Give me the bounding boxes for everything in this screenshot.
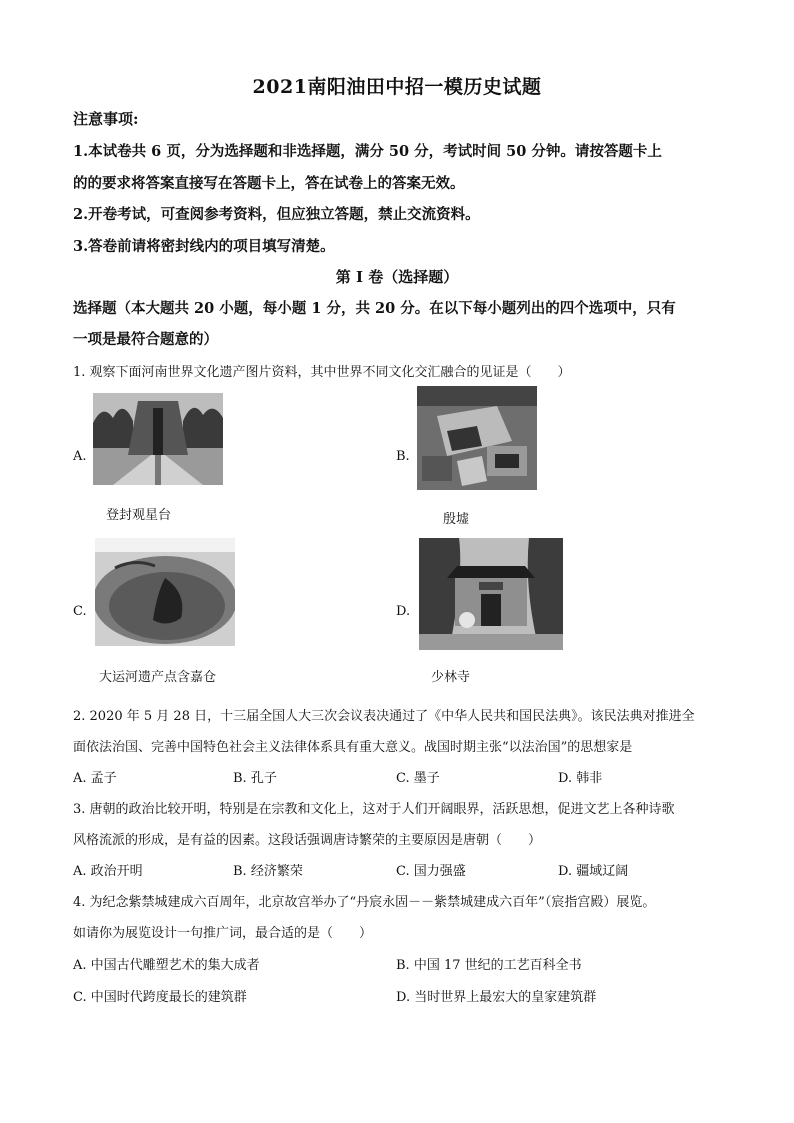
- question-4-option-d: D. 当时世界上最宏大的皇家建筑群: [396, 990, 597, 1005]
- section-instructions: 选择题（本大题共 20 小题，每小题 1 分，共 20 分。在以下每小题列出的四个选项中，只有: [73, 300, 676, 317]
- question-4-option-a: A. 中国古代雕塑艺术的集大成者: [73, 958, 260, 973]
- question-2-option-d: D. 韩非: [558, 771, 603, 786]
- yinxu-ruins-photo: [417, 386, 537, 490]
- hanjia-granary-photo: [95, 538, 235, 646]
- option-a-caption: 登封观星台: [106, 508, 172, 523]
- question-2-option-b: B. 孔子: [233, 771, 277, 786]
- notice-line: 1.本试卷共 6 页，分为选择题和非选择题，满分 50 分，考试时间 50 分钟。请按答题卡上: [73, 143, 662, 160]
- section-title: 第 I 卷（选择题）: [335, 268, 459, 286]
- question-3-line: 3. 唐朝的政治比较开明，特别是在宗教和文化上，这对于人们开阔眼界，活跃思想，促进文艺上各种诗歌: [73, 802, 675, 817]
- option-b-caption: 殷墟: [443, 512, 470, 527]
- question-3-option-d: D. 疆域辽阔: [558, 864, 629, 879]
- notice-heading: 注意事项:: [73, 110, 139, 128]
- page-title: 2021南阳油田中招一模历史试题: [252, 76, 542, 98]
- option-d-caption: 少林寺: [431, 670, 471, 685]
- section-instructions: 一项是最符合题意的）: [73, 331, 218, 348]
- question-2-option-a: A. 孟子: [73, 771, 117, 786]
- question-3-option-c: C. 国力强盛: [396, 864, 466, 879]
- question-3-option-a: A. 政治开明: [73, 864, 143, 879]
- option-a-letter: A.: [73, 449, 87, 464]
- notice-line: 3.答卷前请将密封线内的项目填写清楚。: [73, 238, 335, 255]
- option-c-letter: C.: [73, 604, 87, 619]
- option-b-letter: B.: [396, 449, 410, 464]
- question-2-option-c: C. 墨子: [396, 771, 440, 786]
- question-3-option-b: B. 经济繁荣: [233, 864, 303, 879]
- question-4-line: 4. 为纪念紫禁城建成六百周年，北京故宫举办了“丹宸永固－－紫禁城建成六百年”（宸指宫殿）展览。: [73, 895, 656, 910]
- question-1-stem: 1. 观察下面河南世界文化遗产图片资料，其中世界不同文化交汇融合的见证是（ ）: [73, 365, 571, 380]
- question-4-option-b: B. 中国 17 世纪的工艺百科全书: [396, 958, 582, 973]
- notice-line: 的的要求将答案直接写在答题卡上，答在试卷上的答案无效。: [73, 175, 465, 192]
- question-2-line: 2. 2020 年 5 月 28 日，十三届全国人大三次会议表决通过了《中华人民共和国民法典》。该民法典对推进全: [73, 709, 695, 724]
- notice-line: 2.开卷考试，可查阅参考资料，但应独立答题，禁止交流资料。: [73, 206, 480, 223]
- option-c-caption: 大运河遗产点含嘉仓: [99, 670, 217, 685]
- question-4-line: 如请你为展览设计一句推广词，最合适的是（ ）: [73, 926, 373, 941]
- question-3-line: 风格流派的形成，是有益的因素。这段话强调唐诗繁荣的主要原因是唐朝（ ）: [73, 833, 542, 848]
- question-2-line: 面依法治国、完善中国特色社会主义法律体系具有重大意义。战国时期主张“以法治国”的思想家是: [73, 740, 633, 755]
- shaolin-temple-photo: [419, 538, 563, 650]
- option-d-letter: D.: [396, 604, 411, 619]
- dengfeng-observatory-photo: [93, 393, 223, 485]
- question-4-option-c: C. 中国时代跨度最长的建筑群: [73, 990, 247, 1005]
